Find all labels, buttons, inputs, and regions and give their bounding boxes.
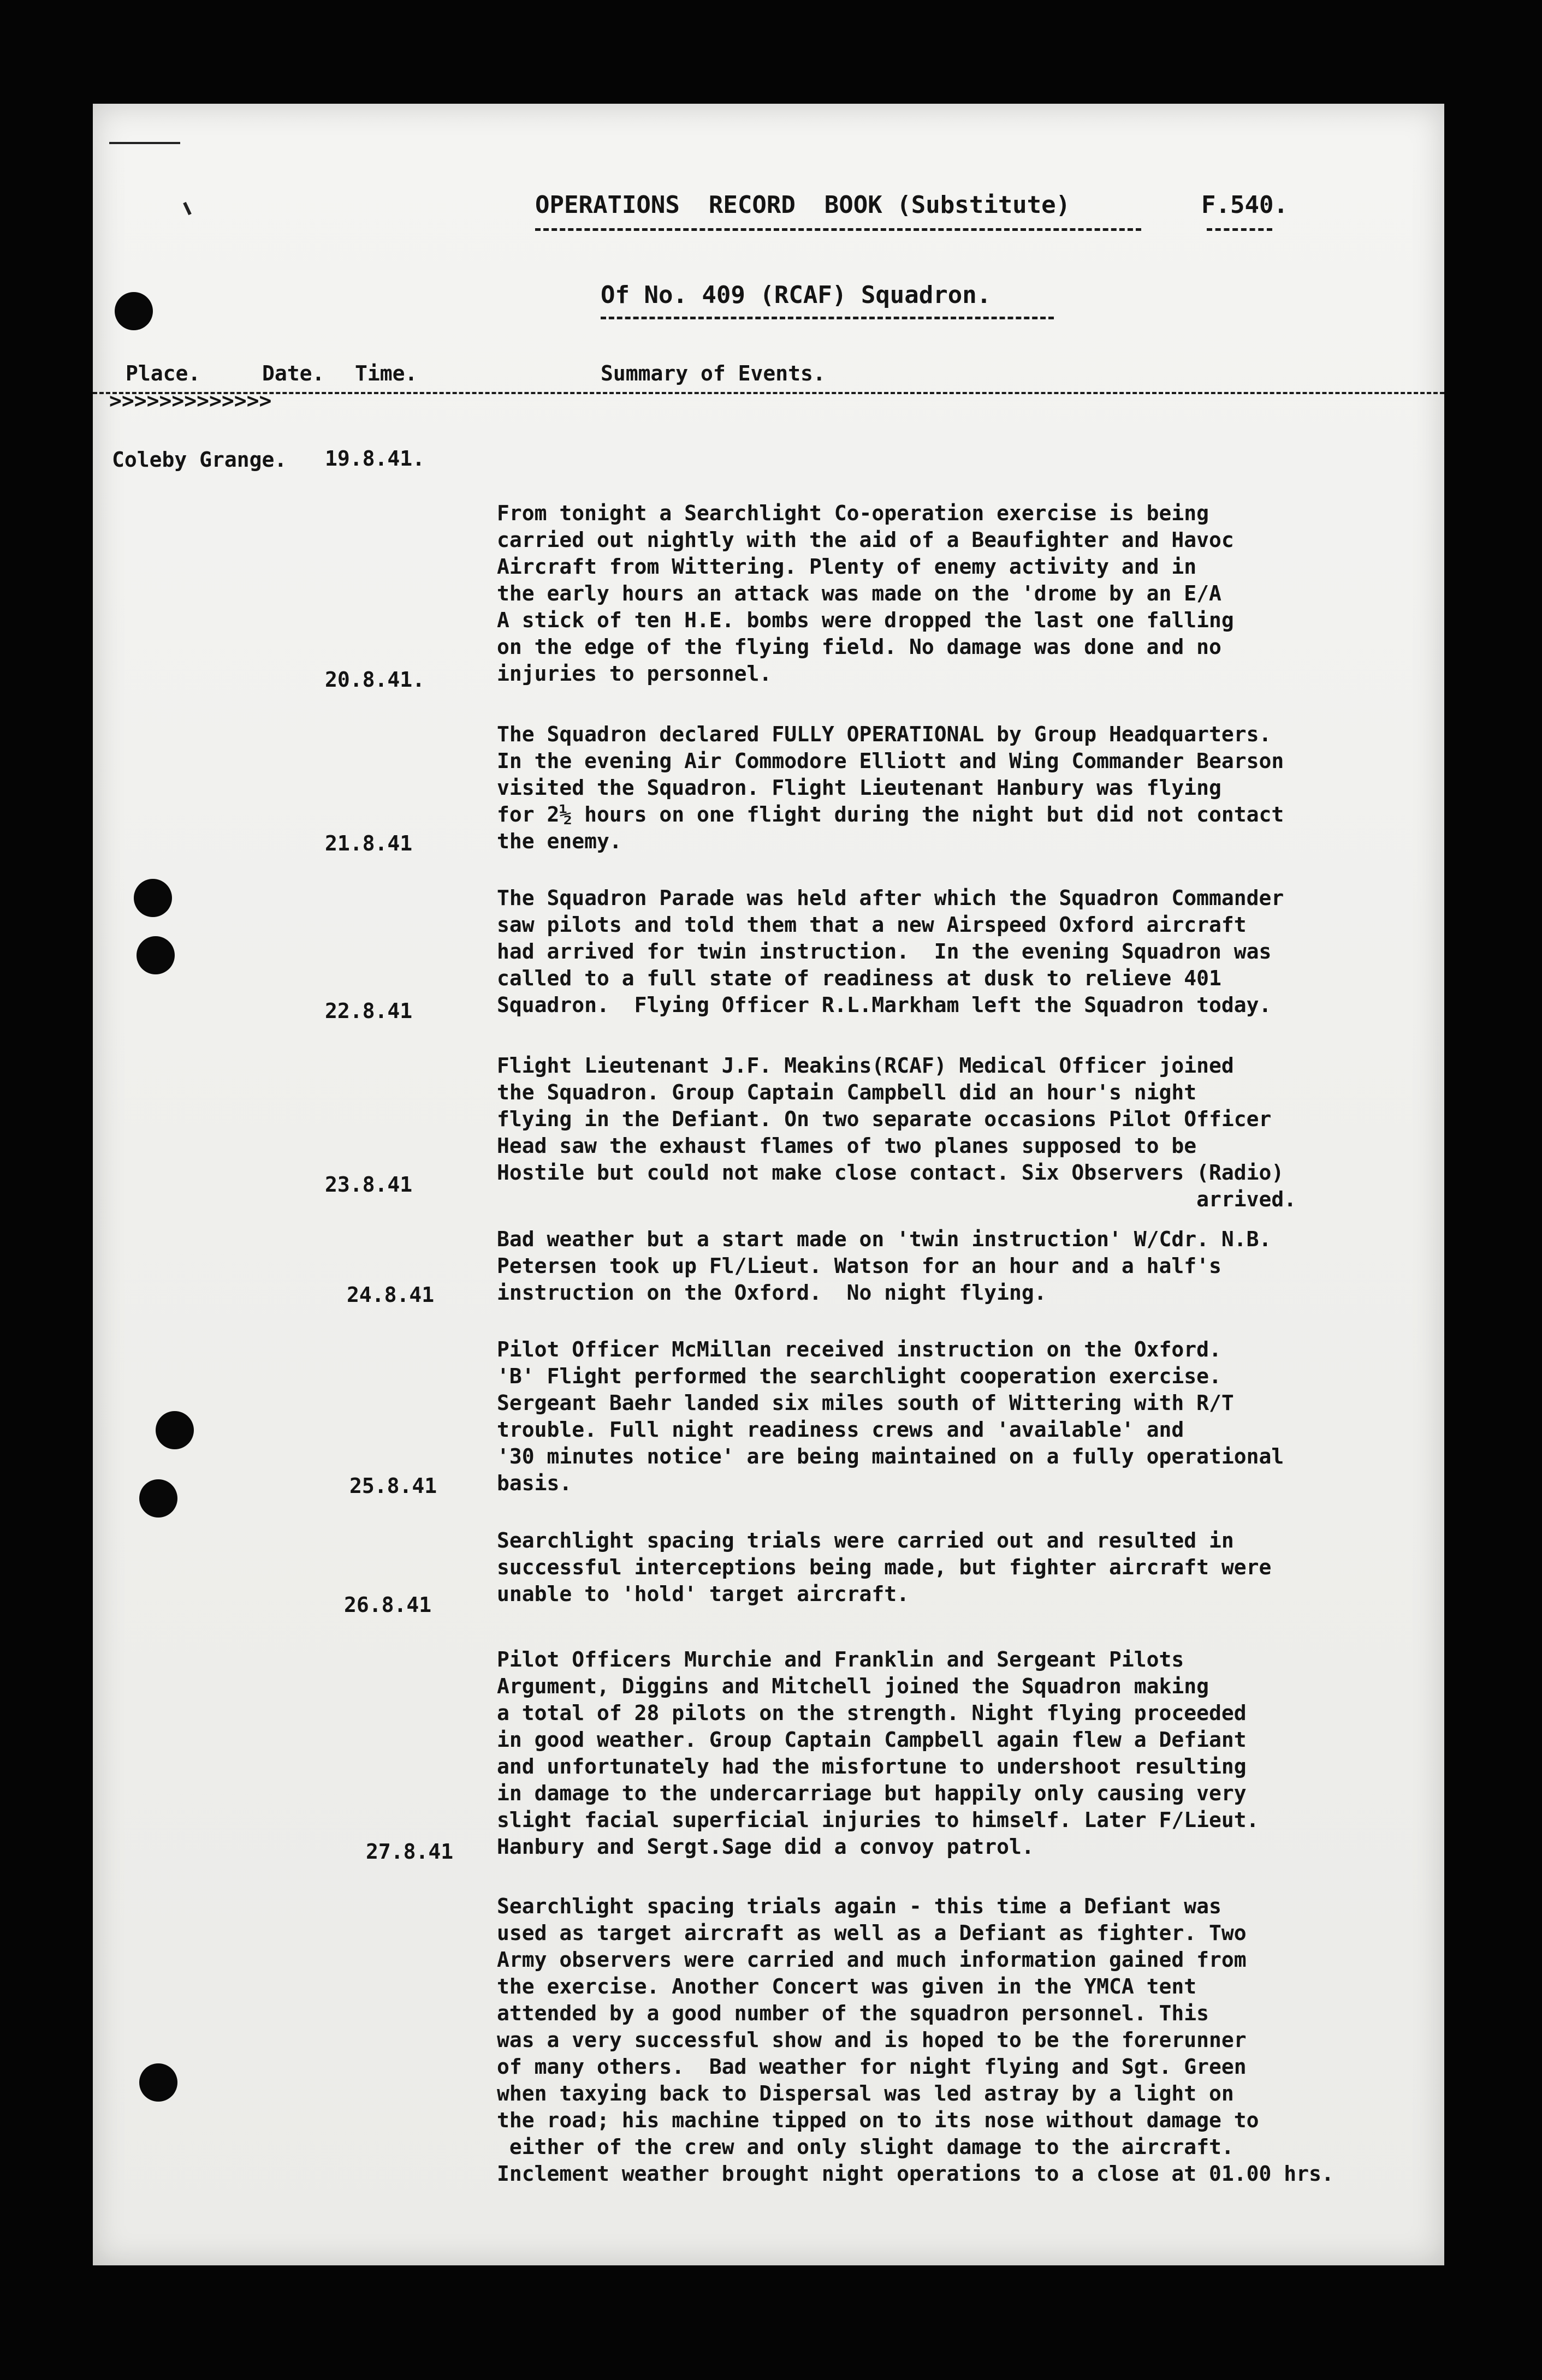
entry-date: 21.8.41: [325, 831, 413, 855]
entry-summary: Searchlight spacing trials again - this time a Defiant was used as target aircraft as well as a Defiant as fighter. Two Army observers were carried and much information gained from the exercise. Another Concert was given in the YMCA tent attended by a good number of the squadron personnel. This was a very successful show and is hoped to be the forerunner of many others. Bad weather for night flying and Sgt. Green when taxying back to Dispersal was led astray by a light on the road; his machine tipped on to its nose without damage to either of the crew and only slight damage to the aircraft. Inclement weather brought night operations to a close at 01.00 hrs.: [497, 1894, 1334, 2186]
column-place: Place.: [126, 361, 201, 385]
column-divider-chevrons: >>>>>>>>>>>>>: [109, 389, 272, 413]
entry-date: 22.8.41: [325, 999, 413, 1023]
paper-edge-mark: [109, 142, 180, 144]
column-summary: Summary of Events.: [601, 361, 826, 385]
entry-date: 23.8.41: [325, 1173, 413, 1197]
entry-date: 24.8.41: [347, 1283, 435, 1307]
form-number-underline: [1207, 228, 1272, 231]
page-title: OPERATIONS RECORD BOOK (Substitute): [535, 191, 1071, 219]
entry-date: 19.8.41.: [325, 447, 425, 471]
place-value: Coleby Grange.: [112, 448, 287, 472]
entry-date: 25.8.41: [349, 1474, 437, 1498]
entry-date: 27.8.41: [366, 1840, 454, 1864]
entry-summary: Searchlight spacing trials were carried out and resulted in successful interceptions being made, but fighter aircraft were unable to 'hold' target aircraft.: [497, 1528, 1272, 1606]
record-page: [93, 104, 1444, 2265]
entry-summary: From tonight a Searchlight Co-operation exercise is being carried out nightly with the aid of a Beaufighter and Havoc Aircraft from Wittering. Plenty of enemy activity and in the early hours an attack was made on the 'drome by an E/A A stick of ten H.E. bombs were dropped the last one falling on the edge of the flying field. No damage was done and no injuries to personnel.: [497, 501, 1234, 686]
column-time: Time.: [355, 361, 418, 385]
punch-hole: [139, 2063, 177, 2102]
punch-hole: [137, 936, 175, 974]
punch-hole: [156, 1411, 194, 1449]
punch-hole: [115, 292, 153, 330]
entry-summary: Pilot Officer McMillan received instruction on the Oxford. 'B' Flight performed the searchlight cooperation exercise. Sergeant Baehr landed six miles south of Wittering with R/T trouble. Full night readiness crews and 'available' and '30 minutes notice' are being maintained on a fully operational basis.: [497, 1337, 1284, 1495]
entry-summary: Pilot Officers Murchie and Franklin and Sergeant Pilots Argument, Diggins and Mitchell joined the Squadron making a total of 28 pilots on the strength. Night flying proceeded in good weather. Group Captain Campbell again flew a Defiant and unfortunately had the misfortune to undershoot resulting in damage to the undercarriage but happily only causing very slight facial superficial injuries to himself. Later F/Lieut. Hanbury and Sergt.Sage did a convoy patrol.: [497, 1647, 1259, 1859]
form-number: F.540.: [1201, 191, 1288, 219]
entry-summary: Bad weather but a start made on 'twin instruction' W/Cdr. N.B. Petersen took up Fl/Lieut. Watson for an hour and a half's instruction on the Oxford. No night flying.: [497, 1227, 1272, 1305]
entry-date: 26.8.41: [344, 1593, 432, 1617]
entry-summary: The Squadron declared FULLY OPERATIONAL by Group Headquarters. In the evening Air Commodore Elliott and Wing Commander Bearson visited the Squadron. Flight Lieutenant Hanbury was flying for 2½ hours on one flight during the night but did not contact the enemy.: [497, 722, 1284, 853]
title-underline: [535, 228, 1141, 231]
squadron-underline: [601, 317, 1054, 319]
paper-tick-mark: [183, 202, 192, 215]
entry-summary: Flight Lieutenant J.F. Meakins(RCAF) Medical Officer joined the Squadron. Group Captain Campbell did an hour's night flying in the Defiant. On two separate occasions Pilot Officer Head saw the exhaust flames of two planes supposed to be Hostile but could not make close contact. Six Observers (Radio) arrived.: [497, 1054, 1297, 1211]
entry-summary: The Squadron Parade was held after which the Squadron Commander saw pilots and told them that a new Airspeed Oxford aircraft had arrived for twin instruction. In the evening Squadron was called to a full state of readiness at dusk to relieve 401 Squadron. Flying Officer R.L.Markham left the Squadron today.: [497, 886, 1284, 1017]
column-divider-rule: [93, 392, 1444, 394]
column-date: Date.: [262, 361, 325, 385]
punch-hole: [139, 1479, 177, 1518]
entry-date: 20.8.41.: [325, 668, 425, 692]
squadron-heading: Of No. 409 (RCAF) Squadron.: [601, 281, 992, 309]
punch-hole: [134, 879, 172, 917]
